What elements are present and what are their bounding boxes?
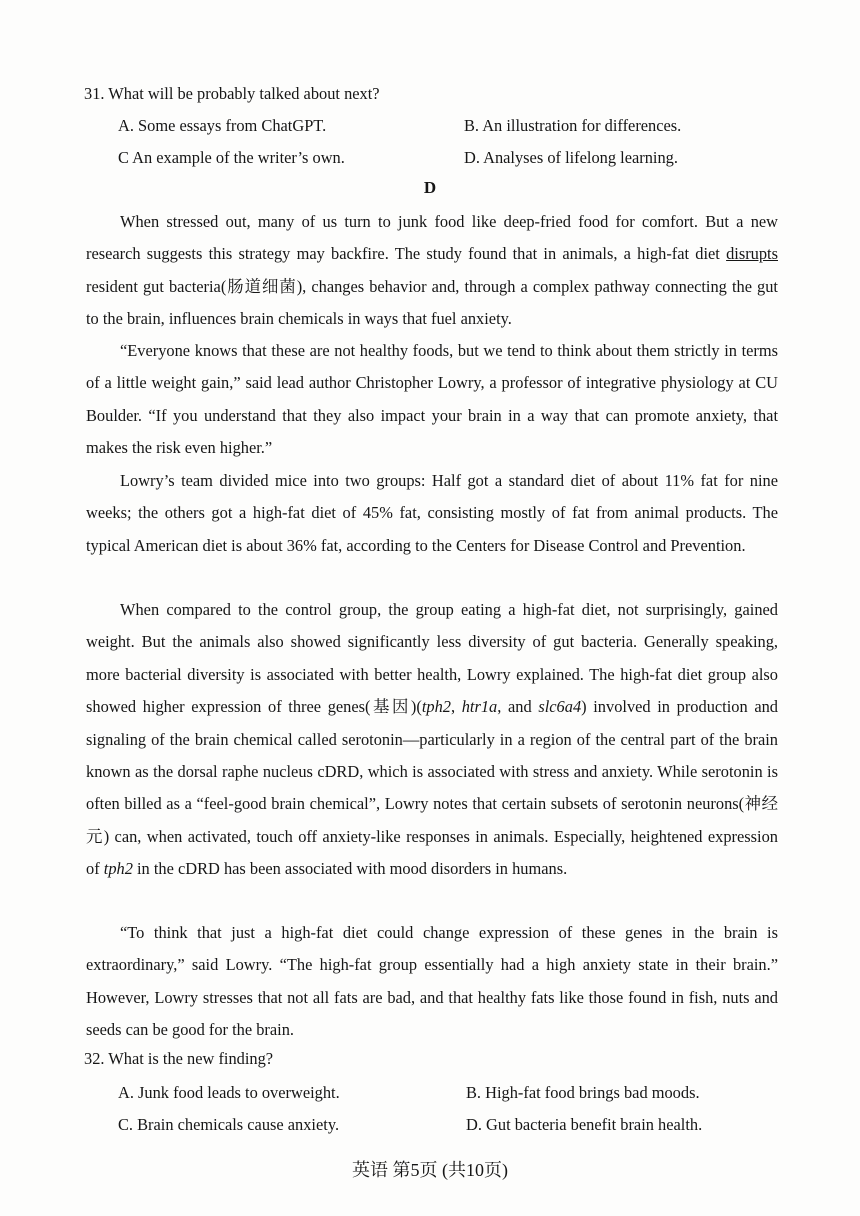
question-31-stem: 31. What will be probably talked about next?: [84, 84, 380, 103]
underlined-word: disrupts: [726, 244, 778, 264]
question-31-option-a: A. Some essays from ChatGPT.: [118, 116, 327, 135]
passage-paragraph-5: “To think that just a high-fat diet could change expression of these genes in the brain is extraordinary,” said Lowry. “The high-fat group essentially had a high anxiety state in their brain.” However, Lowry stresses that not all fats are bad, and that healthy fats like those found in fish, nuts and seeds can be good for the brain.: [86, 923, 778, 1040]
passage-paragraph-4: When compared to the control group, the group eating a high-fat diet, not surprisingly, gained weight. But the animals also showed significantly less diversity of gut bacteria. Generally speaking, more bacterial diversity is associated with better health, Lowry explained. The high-fat diet group also showed higher expression of three genes(基因)(tph2, htr1a, and slc6a4) involved in production and signaling of the brain chemical called serotonin—particularly in a region of the central part of the brain known as the dorsal raphe nucleus cDRD, which is associated with stress and anxiety. While serotonin is often billed as a “feel-good brain chemical”, Lowry notes that certain subsets of serotonin neurons(神经元) can, when activated, touch off anxiety-like responses in animals. Especially, heightened expression of tph2 in the cDRD has been associated with mood disorders in humans.: [86, 600, 778, 879]
question-32-option-c: C. Brain chemicals cause anxiety.: [118, 1115, 340, 1134]
passage-paragraph-1: When stressed out, many of us turn to junk food like deep-fried food for comfort. But a new research suggests this strategy may backfire. The study found that in animals, a high-fat diet disrupts resident gut bacteria(肠道细菌), changes behavior and, through a complex pathway connecting the gut to the brain, influences brain chemicals in ways that fuel anxiety.: [86, 212, 778, 329]
question-32-option-d: D. Gut bacteria benefit brain health.: [466, 1115, 703, 1134]
question-31-option-b: B. An illustration for differences.: [464, 116, 682, 135]
question-32-stem: 32. What is the new finding?: [84, 1049, 274, 1068]
page-footer: 英语 第5页 (共10页): [352, 1160, 508, 1180]
passage-paragraph-3: Lowry’s team divided mice into two groups: Half got a standard diet of about 11% fat for nine weeks; the others got a high-fat diet of 45% fat, consisting mostly of fat from animal products. The typical American diet is about 36% fat, according to the Centers for Disease Control and Prevention.: [86, 471, 778, 555]
passage-paragraph-2: “Everyone knows that these are not healthy foods, but we tend to think about them strictly in terms of a little weight gain,” said lead author Christopher Lowry, a professor of integrative physiology at CU Boulder. “If you understand that they also impact your brain in a way that can promote anxiety, that makes the risk even higher.”: [86, 341, 778, 458]
question-32-option-b: B. High-fat food brings bad moods.: [466, 1083, 700, 1102]
question-31-option-c: C An example of the writer’s own.: [118, 148, 345, 167]
question-31-option-d: D. Analyses of lifelong learning.: [464, 148, 678, 167]
section-title: D: [423, 178, 437, 197]
question-32-option-a: A. Junk food leads to overweight.: [118, 1083, 340, 1102]
